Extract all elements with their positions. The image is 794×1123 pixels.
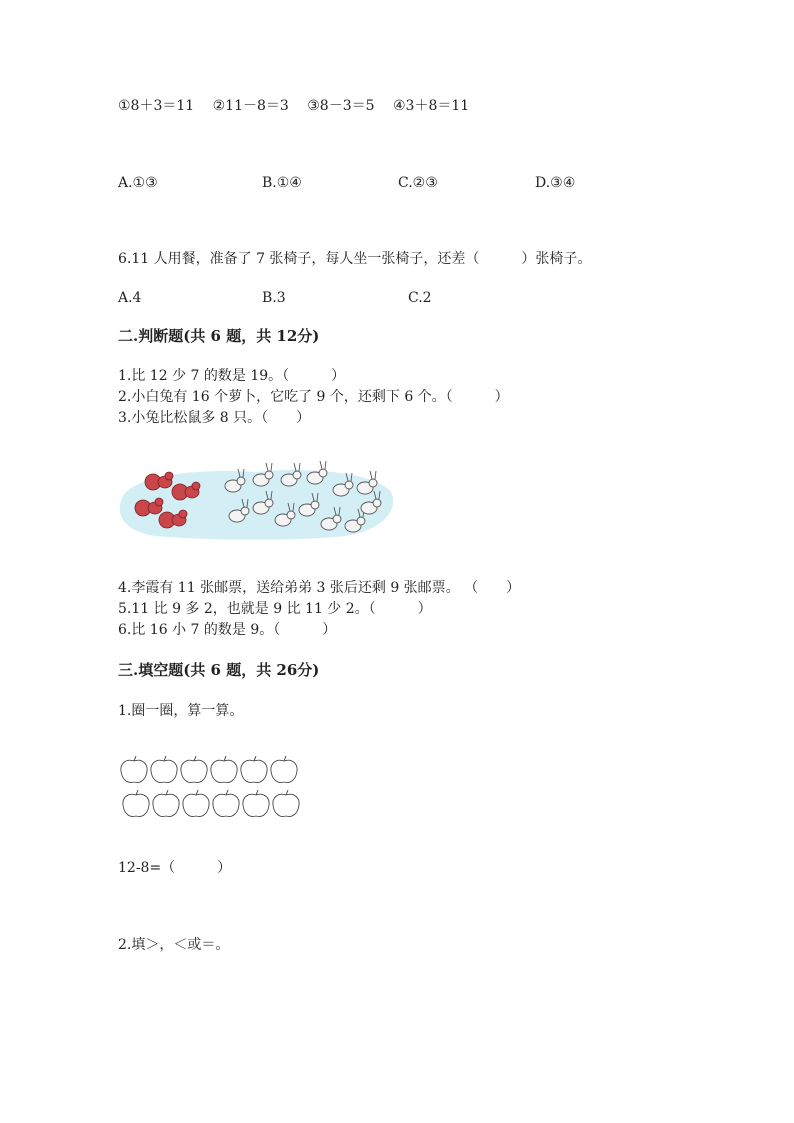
q6-stem: 6.11 人用餐，准备了 7 张椅子，每人坐一张椅子，还差（ ）张椅子。 [118,251,592,267]
s2-item-6: 6.比 16 小 7 的数是 9。（ ） [118,622,337,638]
q5-option-d: D.③④ [535,175,576,191]
q5-option-b: B.①④ [262,175,302,191]
section3-heading: 三.填空题(共 6 题，共 26分) [118,661,320,679]
apples-illustration [118,752,302,822]
apple-row-1 [121,756,297,783]
s3-q1-equation: 12-8=（ ） [118,860,232,876]
q6-option-a: A.4 [118,290,142,306]
apple-row-2 [123,790,299,817]
section2-heading: 二.判断题(共 6 题，共 12分) [118,327,320,345]
q5-option-c: C.②③ [398,175,438,191]
q6-option-c: C.2 [408,290,432,306]
squirrels-rabbits-illustration [115,456,397,542]
s2-item-5: 5.11 比 9 多 2，也就是 9 比 11 少 2。（ ） [118,601,432,617]
q5-statements: ①8＋3＝11 ②11－8＝3 ③8－3＝5 ④3＋8＝11 [118,98,470,114]
s2-item-4: 4.李霞有 11 张邮票，送给弟弟 3 张后还剩 9 张邮票。 （ ） [118,580,521,596]
s2-item-1: 1.比 12 少 7 的数是 19。（ ） [118,368,346,384]
s3-q2-stem: 2.填＞，＜或＝。 [118,937,230,953]
s2-item-3: 3.小兔比松鼠多 8 只。（ ） [118,410,311,426]
s3-q1-stem: 1.圈一圈，算一算。 [118,703,244,719]
q6-option-b: B.3 [262,290,286,306]
s2-item-2: 2.小白兔有 16 个萝卜，它吃了 9 个，还剩下 6 个。（ ） [118,389,509,405]
q5-option-a: A.①③ [118,175,158,191]
